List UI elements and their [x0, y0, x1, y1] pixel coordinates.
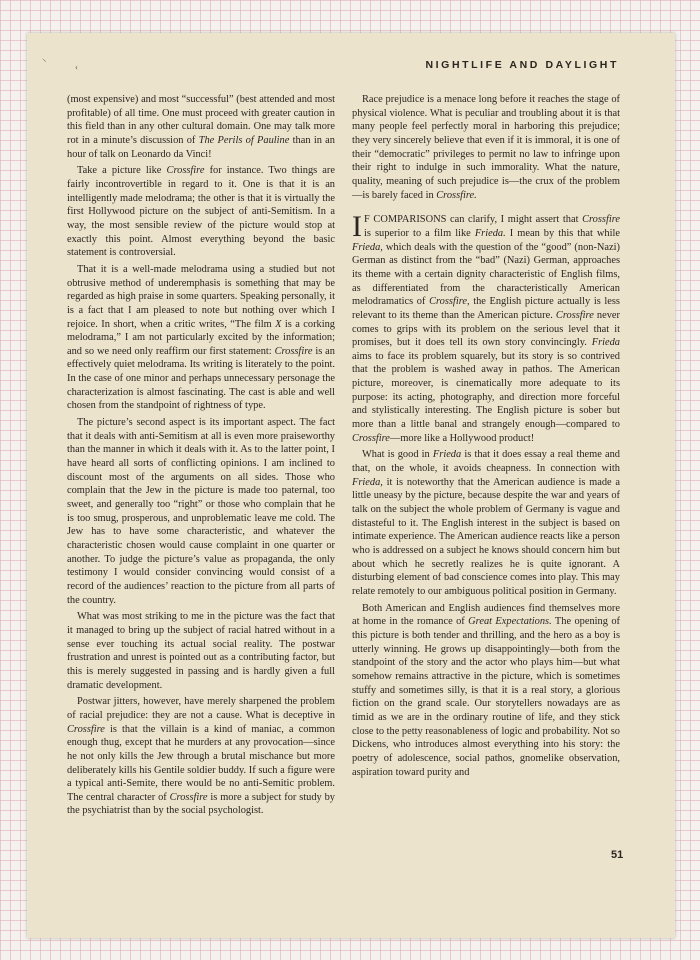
- text-run: it is noteworthy that the American audience is made a little uneasy by the picture, because despite the war and years of talk on the subject the whole problem of Germany is vague and distasteful to it. The English interest in the subject is based on intimate experience. The American audience reacts like a person who is addressed on a subject he knows should concern him but about which he secretly realizes he is quite ignorant. A disturbing element of bad conscience comes into play. This may relate remotely to our ambiguous political position in Germany.: [352, 476, 620, 597]
- text-run: Race prejudice is a menace long before it reaches the stage of physical violence. What is peculiar and troubling about it is that many people feel perfectly moral in harboring this prejudice; they very sincerely believe that even if it is immoral, it is one of their “democratic” privileges to permit no law to infringe upon their right to indulge in such immorality. What the nature, quality, meaning of such prejudice is—the crux of the problem—is barely faced in: [352, 94, 620, 201]
- text-run: is that the villain is a kind of maniac, a common enough thug, except that he murders at any provocation—since he not only kills the Jew through a brutal mischance but more deliberately kills his Gentile soldier buddy. If such a figure were a typical anti-Semite, there would be no anti-Semitic problem. The central character of: [67, 723, 335, 803]
- italic-text: Crossfire: [166, 165, 205, 177]
- italic-text: Crossfire,: [429, 296, 470, 308]
- paragraph: [67, 416, 335, 607]
- paragraph: [67, 263, 335, 413]
- corner-mark: ‹: [75, 62, 78, 72]
- text-run: is an effectively quiet melodrama. Its writing is literately to the point. In the case of one minor and perhaps unnecessary personage the characterization is almost fascinating. The cast is able and well chosen from the standpoint of rightness of type.: [67, 345, 335, 412]
- italic-text: Crossfire: [274, 345, 313, 357]
- text-run: What is good in: [362, 449, 433, 461]
- page-number: 51: [611, 849, 624, 861]
- italic-text: Frieda.: [474, 227, 506, 239]
- text-run: (most expensive) and most “successful” (best attended and most profitable) of all time. One must proceed with greater caution in this field than in any other cultural domain. One may talk more rot in a minute’s discussion of: [67, 94, 335, 146]
- paragraph: [67, 93, 335, 161]
- italic-text: X: [275, 318, 282, 330]
- text-run: is more a subject for study by the psychiatrist than by the social psychologist.: [67, 791, 335, 817]
- text-run: I mean by this that while: [505, 227, 620, 239]
- text-run: Take a picture like: [77, 165, 167, 177]
- text-run: which deals with the question of the “good” (non-Nazi) German as distinct from the “bad” (Nazi) German, approaches its theme with a certain dignity characteristic of English films, as differentiated from the characteristically American melodramatics of: [352, 241, 620, 308]
- drop-cap: I: [352, 210, 362, 244]
- italic-text: Crossfire.: [436, 189, 477, 201]
- running-head: NIGHTLIFE AND DAYLIGHT: [425, 59, 619, 71]
- paragraph: [67, 610, 335, 692]
- text-run: The opening of this picture is both tender and thrilling, and the hero as a boy is utterly winning. He grows up disappointingly—both from the standpoint of the story and the actor who plays him—but what somehow remains attractive in the picture, which is sometimes stuffy and sometimes silly, is that it is a real story, a glorious fiction on the grand scale. Our storytellers nowadays are as timid as we are in the ordinary routine of life, and they stick close to the petty reasonableness of logic and probability. Not so Dickens, who introduces almost everything into his story: the poetry of adolescence, social pathos, gnomelike observation, aspiration toward purity and: [352, 616, 620, 778]
- text-run: aims to face its problem squarely, but its story is so contrived that the problem is washed away in pathos. The American picture, moreover, is cinematically more adequate to its purpose: its acting, photography, and direction more forceful and stylistically interesting. The English picture is sober but more than a little banal and strangely enough—compared to: [352, 350, 620, 431]
- text-run: That it is a well-made melodrama using a studied but not obtrusive method of underemphasis is something that may be regarded as high praise in some quarters. Speaking personally, it is a fact that I am pleased to note but nothing over which I rejoice. In short, when a critic writes, “The film: [67, 263, 335, 330]
- paragraph: [67, 164, 335, 260]
- text-run: Postwar jitters, however, have merely sharpened the problem of racial prejudice: they are not a cause. What is deceptive in: [67, 696, 335, 721]
- paragraph: [67, 695, 335, 818]
- text-run: —more like a Hollywood product!: [389, 432, 535, 444]
- text-run: The picture’s second aspect is its important aspect. The fact that it deals with anti-Semitism at all is even more praiseworthy than the manner in which it deals with it. As to the latter point, I have heard all sorts of conflicting opinions. I am inclined to discount most of the arguments on all sides. Those who complain that the Jew in the picture is made too paternal, too sweet, and generally too “right” or those who complain that he is too smug, prosperous, and unproblematic leave me cold. The Jew has to have some characteristic, and whatever the characteristic chosen would cause complaint in one quarter or another. To judge the picture’s value as propaganda, the only testimony I would consider convincing would consist of a record of the audiences’ reaction to the picture from all parts of the country.: [67, 417, 335, 606]
- paragraph: [352, 210, 620, 445]
- text-run: F COMPARISONS can clarify, I might assert that: [364, 214, 583, 226]
- text-run: What was most striking to me in the picture was the fact that it managed to bring up the subject of racial hatred without in a sense ever touching its actual social reality. The postwar frustration and unrest is pointed out as a contributing factor, but this is merely suggested in passing and is hardly given a full dramatic development.: [67, 611, 335, 691]
- italic-text: The Perils of Pauline: [198, 134, 290, 146]
- text-run: is a corking melodrama,” I am not particularly excited by the information; and so we need only reaffirm our first statement:: [67, 318, 335, 357]
- italic-text: Frieda,: [352, 476, 383, 488]
- italic-text: Crossfire: [67, 723, 105, 735]
- italic-text: Crossfire: [582, 214, 620, 226]
- italic-text: Great Expectations.: [468, 616, 552, 628]
- paragraph: [352, 602, 620, 780]
- right-column: [352, 93, 620, 782]
- text-run: the English picture actually is less relevant to its theme than the American picture.: [352, 296, 620, 321]
- italic-text: Frieda: [591, 337, 620, 349]
- magazine-page: [27, 33, 675, 938]
- text-run: is superior to a film like: [364, 227, 475, 239]
- paragraph: [352, 93, 620, 202]
- text-run: than in an hour of talk on Leonardo da Vinci!: [67, 134, 335, 160]
- italic-text: Crossfire: [352, 432, 390, 444]
- text-run: never comes to grips with its problem on the serious level that it promises, but it does tell its own story convincingly.: [352, 309, 620, 349]
- italic-text: Frieda,: [352, 241, 383, 253]
- italic-text: Crossfire: [555, 309, 594, 321]
- left-column: [67, 93, 335, 821]
- text-run: Both American and English audiences find themselves more at home in the romance of: [352, 602, 620, 628]
- paragraph: [352, 448, 620, 598]
- text-run: for instance. Two things are fairly incontrovertible in regard to it. One is that it is an intelligently made melodrama; the other is that it is virtually the first Hollywood picture on the subject of anti-Semitism. In a way, the most sensible review of the picture would stop at exactly this point. Almost everything beyond the basic statement is controversial.: [67, 165, 335, 259]
- italic-text: Crossfire: [169, 791, 208, 803]
- italic-text: Frieda: [432, 449, 462, 461]
- text-run: is that it does essay a real theme and that, on the whole, it avoids cheapness. In connection with: [352, 449, 621, 475]
- corner-mark: ⸌: [42, 57, 47, 67]
